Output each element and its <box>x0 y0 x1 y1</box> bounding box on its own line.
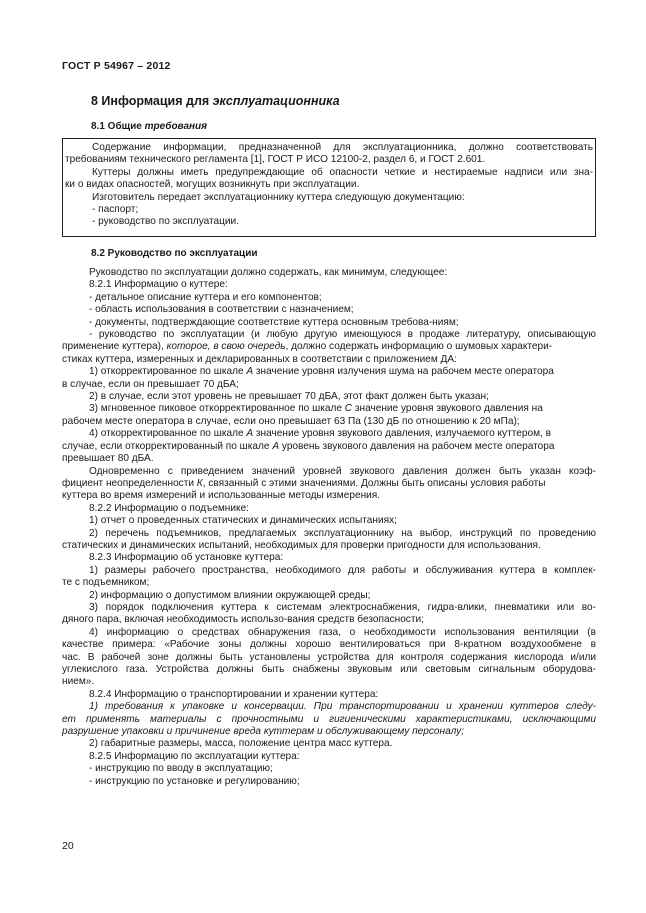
text-line: - руководство по эксплуатации (и любую другую имеющуюся в продаже литературу, описывающую <box>89 329 596 341</box>
box-line: - паспорт; <box>92 204 139 216</box>
text-line: рабочем месте оператора в случае, если оно превышает 63 Па (130 дБ по отношению к 20 мПа); <box>62 415 520 427</box>
text-line: Руководство по эксплуатации должно содержать, как минимум, следующее: <box>89 267 448 278</box>
text-line: статических и динамических испытаний, необходимых для проверки пригодности для использования. <box>62 539 541 551</box>
text-line: 2) в случае, если этот уровень не превышает 70 дБА, этот факт должен быть указан; <box>89 391 489 403</box>
box-line: ки о видах опасностей, могущих возникнуть при эксплуатации. <box>65 179 360 191</box>
box-line: Изготовитель передает эксплуатационнику куттера следующую документацию: <box>92 191 465 203</box>
box-line: Куттеры должны иметь предупреждающие об опасности четкие и нестираемые надписи или зна- <box>92 166 593 178</box>
text-line: - детальное описание куттера и его компонентов; <box>89 291 322 303</box>
text-line: час. В рабочей зоне должны быть установлены устройства для контроля содержания кислорода и/или <box>62 651 596 663</box>
box-line: Содержание информации, предназначенной для эксплуатационника, должно соответствовать <box>92 142 593 153</box>
text-line: 2) перечень подъемников, предлагаемых эксплуатационнику на выбор, инструкций по проведению <box>89 527 596 539</box>
text-line: Одновременно с приведением значений уровней звукового давления должен быть указан коэф- <box>89 465 596 477</box>
text-line: 4) информацию о средствах обнаружения газа, о необходимости использования вентиляции (в <box>89 626 596 638</box>
text-line: - область использования в соответствии с назначением; <box>89 304 354 316</box>
text-line: 4) откорректированное по шкале А значение уровня звукового давления, излучаемого куттером, в <box>89 428 551 440</box>
box-line: требованиям технического регламента [1], ГОСТ Р ИСО 12100-2, раздел 6, и ГОСТ 2.601. <box>65 154 486 166</box>
body-text <box>62 267 596 788</box>
text-line: куттера во время измерений и использованные методы измерения. <box>62 490 381 502</box>
text-line: - документы, подтверждающие соответствие куттера основным требова-ниям; <box>89 316 459 328</box>
text-line: ет применять материалы с прочностными и гигиеническими характеристиками, исключающими <box>62 713 596 725</box>
text-line: - инструкцию по установке и регулированию; <box>89 775 300 787</box>
text-line: нием». <box>62 676 95 688</box>
text-line: стиках куттера, измеренных и декларированных в соответствии с приложением ДА: <box>62 353 457 365</box>
text-line: углекислого газа. Устройства должны быть снабжены звуковым или световым сигнальным оборудова- <box>62 664 596 675</box>
text-line: 1) размеры рабочего пространства, необходимого для работы и обслуживания куттера в комплек- <box>89 564 596 576</box>
text-line: - инструкцию по вводу в эксплуатацию; <box>89 763 273 775</box>
text-line: разрушение упаковки и причинение вреда куттерам и обслуживающему персоналу; <box>62 726 464 738</box>
text-line: 8.2.3 Информацию об установке куттера: <box>89 552 284 564</box>
text-line: 1) откорректированное по шкале А значение уровня излучения шума на рабочем месте оператора <box>89 366 554 378</box>
text-line: те с подъемником; <box>62 577 150 589</box>
standard-header: ГОСТ Р 54967 – 2012 <box>62 60 171 72</box>
text-line: 8.2.2 Информацию о подъемнике: <box>89 502 249 514</box>
text-line: 1) требования к упаковке и консервации. При транспортировании и хранении куттеров следу- <box>89 701 596 713</box>
text-line: 3) порядок подключения куттера к системам электроснабжения, гидра-влики, пневматики или во- <box>89 601 596 613</box>
text-line: 8.2.1 Информацию о куттере: <box>89 279 228 291</box>
text-line: 8.2.5 Информацию по эксплуатации куттера: <box>89 750 300 762</box>
text-line: в случае, если он превышает 70 дБА; <box>62 378 239 390</box>
text-line: дяного пара, включая необходимость использо-вания средств безопасности; <box>62 614 424 626</box>
section-8-heading: 8 Информация для эксплуатационника <box>91 94 340 108</box>
text-line: применение куттера), которое, в свою очередь, должно содержать информацию о шумовых характери- <box>62 341 553 353</box>
text-line: случае, если откорректированный по шкале А уровень звукового давления на рабочем месте оператора <box>62 440 555 452</box>
page-number: 20 <box>62 840 74 852</box>
text-line: 2) габаритные размеры, масса, положение центра масс куттера. <box>89 738 393 750</box>
text-line: превышает 80 дБА. <box>62 453 154 465</box>
text-line: 3) мгновенное пиковое откорректированное по шкале С значение уровня звукового давления на <box>89 403 543 415</box>
text-line: качестве примера: «Рабочие зоны должны хорошо вентилироваться при 8-кратном воздухообмене в <box>62 639 596 651</box>
requirements-box <box>62 138 596 237</box>
text-line: 1) отчет о проведенных статических и динамических испытаниях; <box>89 515 397 527</box>
box-line: - руководство по эксплуатации. <box>92 216 239 228</box>
section-8-1-heading: 8.1 Общие требования <box>91 121 208 132</box>
text-line: 2) информацию о допустимом влиянии окружающей среды; <box>89 589 371 601</box>
text-line: 8.2.4 Информацию о транспортировании и хранении куттера: <box>89 688 379 700</box>
text-line: фициент неопределенности К, связанный с этими значениями. Должны быть описаны условия работы <box>62 477 546 489</box>
section-8-2-heading: 8.2 Руководство по эксплуатации <box>91 248 258 259</box>
